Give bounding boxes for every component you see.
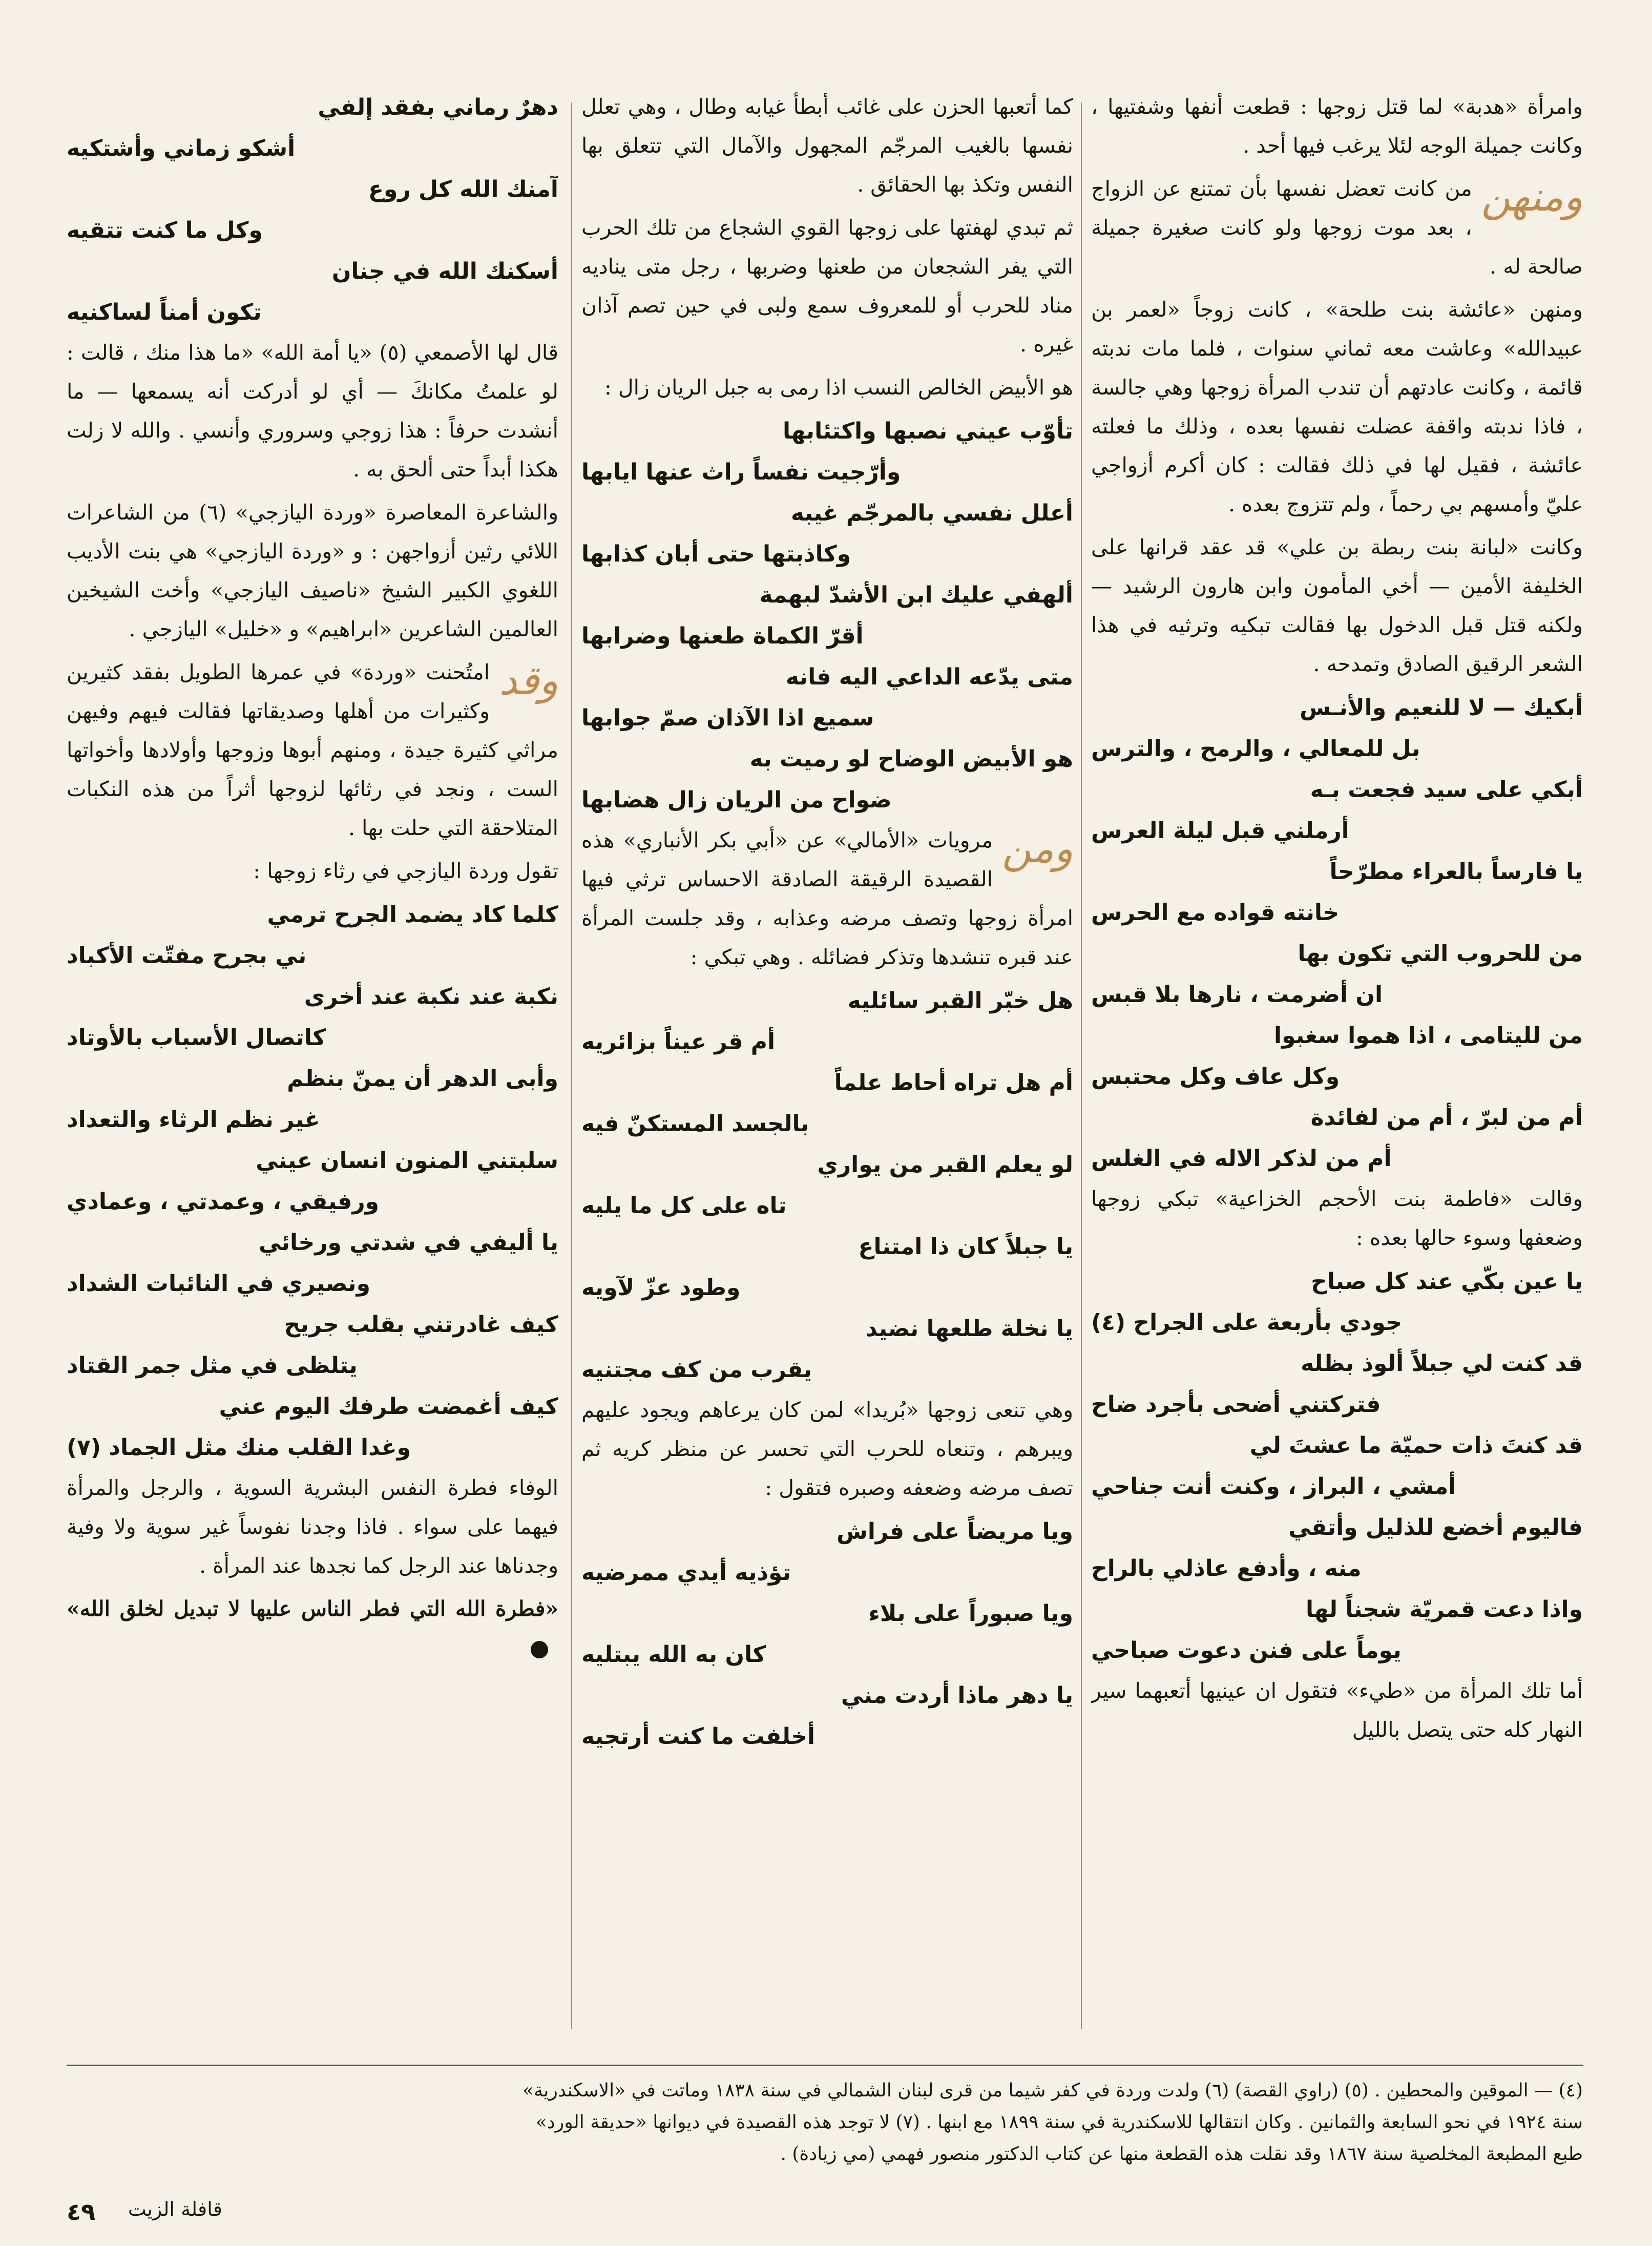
verse-second-hemistich: تاه على كل ما يليه [581,1193,787,1219]
poem [581,411,1073,821]
paragraph: ومنهن «عائشة بنت طلحة» ، كانت زوجاً «لعمر بن عبيدالله» وعاشت معه ثماني سنوات ، فلما مات ندبته قائمة ، وكانت عادتهم أن تندب المرأة زوجها وهي جالسة ، فاذا ندبته واقفة عضلت نفسها بعده ، وذلك ما فعلته عائشة ، فقيل لها في ذلك فقالت : كان أكرم أزواجي عليّ وأمسهم بي رحماً ، ولم تتزوج بعده . [1091,297,1583,516]
verse-first-hemistich: هل خبّر القبر سائليه [847,988,1073,1014]
verse-first-hemistich: ويا صبوراً على بلاء [868,1600,1073,1627]
footnote-line: طبع المطبعة المخلصية سنة ١٨٦٧ وقد نقلت هذه القطعة منها عن كتاب الدكتور منصور فهمي (مي زيادة) . [780,2144,1583,2165]
paragraph-text: من كانت تعضل نفسها بأن تمتنع عن الزواج ، بعد موت زوجها ولو كانت صغيرة جميلة صالحة له . [1091,176,1583,279]
verse-second-hemistich: أخلفت ما كنت أرتجيه [581,1723,815,1750]
footnote-rule [67,2065,1583,2066]
verse-first-hemistich: كلما كاد يضمد الجرح ترمي [267,902,558,928]
right-column [1091,87,1583,2044]
verse-second-hemistich: أشكو زماني وأشتكيه [67,135,296,161]
verse-first-hemistich: هو الأبيض الوضاح لو رميت به [749,746,1073,772]
paragraph: وكانت «لبانة بنت ربطة بن علي» قد عقد قرانها على الخليفة الأمين — أخي المأمون وابن هارون الرشيد — ولكنه قتل قبل الدخول بها فقالت تبكيه وترثيه في هذا الشعر الرقيق الصادق وتمدحه . [1091,535,1583,676]
decorative-initial: ومنهن [1481,174,1583,220]
verse-first-hemistich: أبكيك — لا للنعيم والأنـس [1300,695,1583,721]
verse-second-hemistich: أم من لذكر الاله في الغلس [1091,1146,1392,1172]
verse-second-hemistich: يتلظى في مثل جمر القتاد [67,1353,358,1379]
verse-second-hemistich: كان به الله يبتليه [581,1641,766,1668]
verse-second-hemistich: خانته قواده مع الحرس [1091,900,1340,926]
footnote-line: (٤) — الموقين والمحطين . (٥) (راوي القصة) (٦) ولدت وردة في كفر شيما من قرى لبنان الشمالي في سنة ١٨٣٨ وماتت في «الاسكندرية» [522,2080,1583,2101]
verse-first-hemistich: من لليتامى ، اذا هموا سغبوا [1274,1023,1583,1049]
verse-second-hemistich: ونصيري في النائبات الشداد [67,1271,370,1297]
verse-first-hemistich: فاليوم أخضع للذليل وأتقي [1288,1514,1583,1541]
verse-first-hemistich: كيف أغمضت طرفك اليوم عني [219,1394,558,1420]
verse-first-hemistich: أعلل نفسي بالمرجّم غيبه [790,500,1073,526]
verse-first-hemistich: كيف غادرتني بقلب جريح [284,1312,558,1338]
poem [67,87,558,333]
footnote-line: سنة ١٩٢٤ في نحو السابعة والثمانين . وكان انتقالها للاسكندرية في سنة ١٨٩٩ مع ابنها . (٧) لا توجد هذه القصيدة في ديوانها «حديقة الورد» [535,2112,1583,2133]
magazine-name: قافلة الزيت [128,2198,222,2220]
verse-second-hemistich: يوماً على فنن دعوت صباحي [1091,1637,1402,1663]
paragraph: تقول وردة اليازجي في رثاء زوجها : [253,859,558,883]
verse-second-hemistich: يقرب من كف مجتنيه [581,1357,812,1383]
verse-second-hemistich: وكل عاف وكل محتبس [1091,1064,1340,1090]
verse-second-hemistich: بل للمعالي ، والرمح ، والترس [1091,736,1420,762]
poem [1091,688,1583,1179]
poem [67,895,558,1468]
verse-second-hemistich: وكل ما كنت تتقيه [67,217,263,243]
verse-first-hemistich: أسكنك الله في جنان [331,258,558,284]
verse-first-hemistich: أم من لبرّ ، أم من لفائدة [1310,1105,1583,1131]
paragraph: وقالت «فاطمة بنت الأحجم الخزاعية» تبكي زوجها وضعفها وسوء حالها بعده : [1091,1187,1583,1250]
verse-first-hemistich: يا جبلاً كان ذا امتناع [858,1234,1073,1260]
verse-second-hemistich: أمشي ، البراز ، وكنت أنت جناحي [1091,1473,1456,1500]
verse-first-hemistich: متى يدّعه الداعي اليه فانه [785,664,1073,690]
column-divider [1081,102,1082,2029]
quote-text: «فطرة الله التي فطر الناس عليها لا تبديل لخلق الله» [67,1596,558,1621]
verse-first-hemistich: من للحروب التي تكون بها [1298,941,1583,967]
verse-second-hemistich: ورفيقي ، وعمدتي ، وعمادي [67,1189,380,1215]
verse-first-hemistich: تأوّب عيني نصبها واكتئابها [782,418,1073,444]
left-column [67,87,558,2044]
verse-first-hemistich: يا أليفي في شدتي ورخائي [258,1230,558,1256]
verse-second-hemistich: وغدا القلب منك مثل الجماد (٧) [67,1434,411,1461]
verse-second-hemistich: جودي بأربعة على الجراح (٤) [1091,1309,1402,1336]
verse-second-hemistich: ضواح من الريان زال هضابها [581,787,892,813]
paragraph: كما أتعبها الحزن على غائب أبطأ غيابه وطال ، وهي تعلل نفسها بالغيب المرجّم المجهول والآمال التي تتعلق بها النفس وتكذ بها الحقائق . [581,94,1073,197]
paragraph: ثم تبدي لهفتها على زوجها القوي الشجاع من تلك الحرب التي يفر الشجعان من طعنها وضربها ، رجل متى يناديه مناد للحرب أو للمعروف سمع ولبى في حين تصم آذان غيره . [581,215,1073,357]
verse-first-hemistich: لو يعلم القبر من يواري [817,1152,1073,1178]
verse-first-hemistich: قد كنتَ ذات حميّة ما عشتَ لي [1249,1432,1583,1459]
verse-second-hemistich: أرملني قبل ليلة العرس [1091,818,1349,844]
verse-second-hemistich: غير نظم الرثاء والتعداد [67,1107,320,1133]
verse-first-hemistich: دهرٌ رماني بفقد إلفي [318,94,558,120]
verse-second-hemistich: أقرّ الكماة طعنها وضرابها [581,623,864,649]
paragraph: هو الأبيض الخالص النسب اذا رمى به جبل الريان زال : [604,375,1073,400]
verse-first-hemistich: وأبى الدهر أن يمنّ بنظم [287,1066,558,1092]
verse-first-hemistich: أم هل تراه أحاط علماً [834,1070,1073,1096]
verse-first-hemistich: يا دهر ماذا أردت مني [841,1682,1073,1709]
verse-first-hemistich: يا نخلة طلعها نضيد [866,1316,1073,1342]
verse-second-hemistich: تؤذيه أيدي ممرضيه [581,1559,791,1586]
verse-second-hemistich: وأرّجيت نفساً راث عنها ايابها [581,459,901,485]
verse-second-hemistich: ني بجرح مفتّت الأكباد [67,943,307,969]
poem [581,981,1073,1390]
paragraph [1091,169,1583,286]
end-bullet-icon [531,1641,548,1658]
verse-first-hemistich: ويا مريضاً على فراش [837,1519,1073,1545]
verse-second-hemistich: فتركتني أضحى بأجرد ضاح [1091,1391,1381,1418]
paragraph-text: مرويات «الأمالي» عن «أبي بكر الأنباري» هذه القصيدة الرقيقة الصادقة الاحساس ترثي فيها امرأة زوجها وتصف مرضه وعذابه ، وقد جلست المرأة عند قبره تنشدها وتذكر فضائله . وهي تبكي : [581,828,1073,969]
paragraph: والشاعرة المعاصرة «وردة اليازجي» (٦) من الشاعرات اللائي رثين أزواجهن : و «وردة اليازجي» هي بنت الأديب اللغوي الكبير الشيخ «ناصيف اليازجي» وأخت الشيخين العالمين الشاعرين «ابراهيم» و «خليل» اليازجي . [67,500,558,641]
verse-first-hemistich: نكبة عند نكبة عند أخرى [304,984,558,1010]
verse-first-hemistich: يا فارساً بالعراء مطرّحاً [1329,859,1583,885]
decorative-initial: ومن [1002,826,1073,872]
verse-second-hemistich: سميع اذا الآذان صمّ جوابها [581,705,874,731]
decorative-initial: وقد [499,658,558,704]
page-number: ٤٩ [67,2198,96,2226]
verse-second-hemistich: أم قر عيناً بزائريه [581,1029,776,1055]
verse-second-hemistich: منه ، وأدفع عاذلي بالراح [1091,1555,1362,1582]
verse-first-hemistich: أبكي على سيد فجعت بـه [1310,777,1583,803]
verse-second-hemistich: تكون أمناً لساكنيه [67,299,262,325]
verse-first-hemistich: ألهفي عليك ابن الأشدّ لبهمة [759,582,1073,608]
verse-second-hemistich: وطود عزّ لآويه [581,1275,741,1301]
verse-first-hemistich: سلبتني المنون انسان عيني [256,1148,558,1174]
paragraph [581,821,1073,976]
verse-first-hemistich: يا عين بكّي عند كل صباح [1311,1268,1583,1295]
paragraph: الوفاء فطرة النفس البشرية السوية ، والرجل والمرأة فيهما على سواء . فاذا وجدنا نفوساً غير سوية ولا وفية وجدناها عند الرجل كما نجدها عند المرأة . [67,1475,558,1578]
verse-second-hemistich: بالجسد المستكنّ فيه [581,1111,809,1137]
verse-first-hemistich: آمنك الله كل روع [368,176,558,202]
paragraph: أما تلك المرأة من «طيء» فتقول ان عينيها أتعبهما سير النهار كله حتى يتصل بالليل [1091,1678,1583,1742]
paragraph: قال لها الأصمعي (٥) «يا أمة الله» «ما هذا منك ، قالت : لو علمتُ مكانكَ — أي لو أدركت أنه يسمعها — ما أنشدت حرفاً : هذا زوجي وسروري وأنسي . والله لا زلت هكذا أبداً حتى ألحق به . [67,340,558,482]
verse-second-hemistich: وكاذبتها حتى أبان كذابها [581,541,851,567]
column-divider [571,102,572,2029]
paragraph: وهي تنعى زوجها «بُريدا» لمن كان يرعاهم ويجود عليهم ويبرهم ، وتنعاه للحرب التي تحسر عن منظر كريه ثم تصف مرضه وضعفه وصبره فتقول : [581,1398,1073,1500]
verse-first-hemistich: قد كنت لي جبلاً ألوذ بظله [1301,1350,1583,1377]
poem [1091,1261,1583,1671]
quran-quote [67,1589,558,1667]
paragraph: وامرأة «هدبة» لما قتل زوجها : قطعت أنفها وشفتيها ، وكانت جميلة الوجه لئلا يرغب فيها أحد . [1091,94,1583,158]
footnotes [67,2075,1583,2170]
poem [581,1511,1073,1757]
verse-second-hemistich: كاتصال الأسباب بالأوتاد [67,1025,326,1051]
middle-column [581,87,1073,2044]
verse-second-hemistich: ان أضرمت ، نارها بلا قبس [1091,982,1383,1008]
paragraph-text: امتُحنت «وردة» في عمرها الطويل بفقد كثيرين وكثيرات من أهلها وصديقاتها فقالت فيهم وفيهن مراثي كثيرة جيدة ، ومنهم أبوها وزوجها وأولادها وأخواتها الست ، ونجد في رثائها لزوجها أثراً من هذه النكبات المتلاحقة التي حلت بها . [67,660,558,840]
verse-first-hemistich: واذا دعت قمريّة شجناً لها [1305,1596,1583,1623]
paragraph [67,653,558,847]
